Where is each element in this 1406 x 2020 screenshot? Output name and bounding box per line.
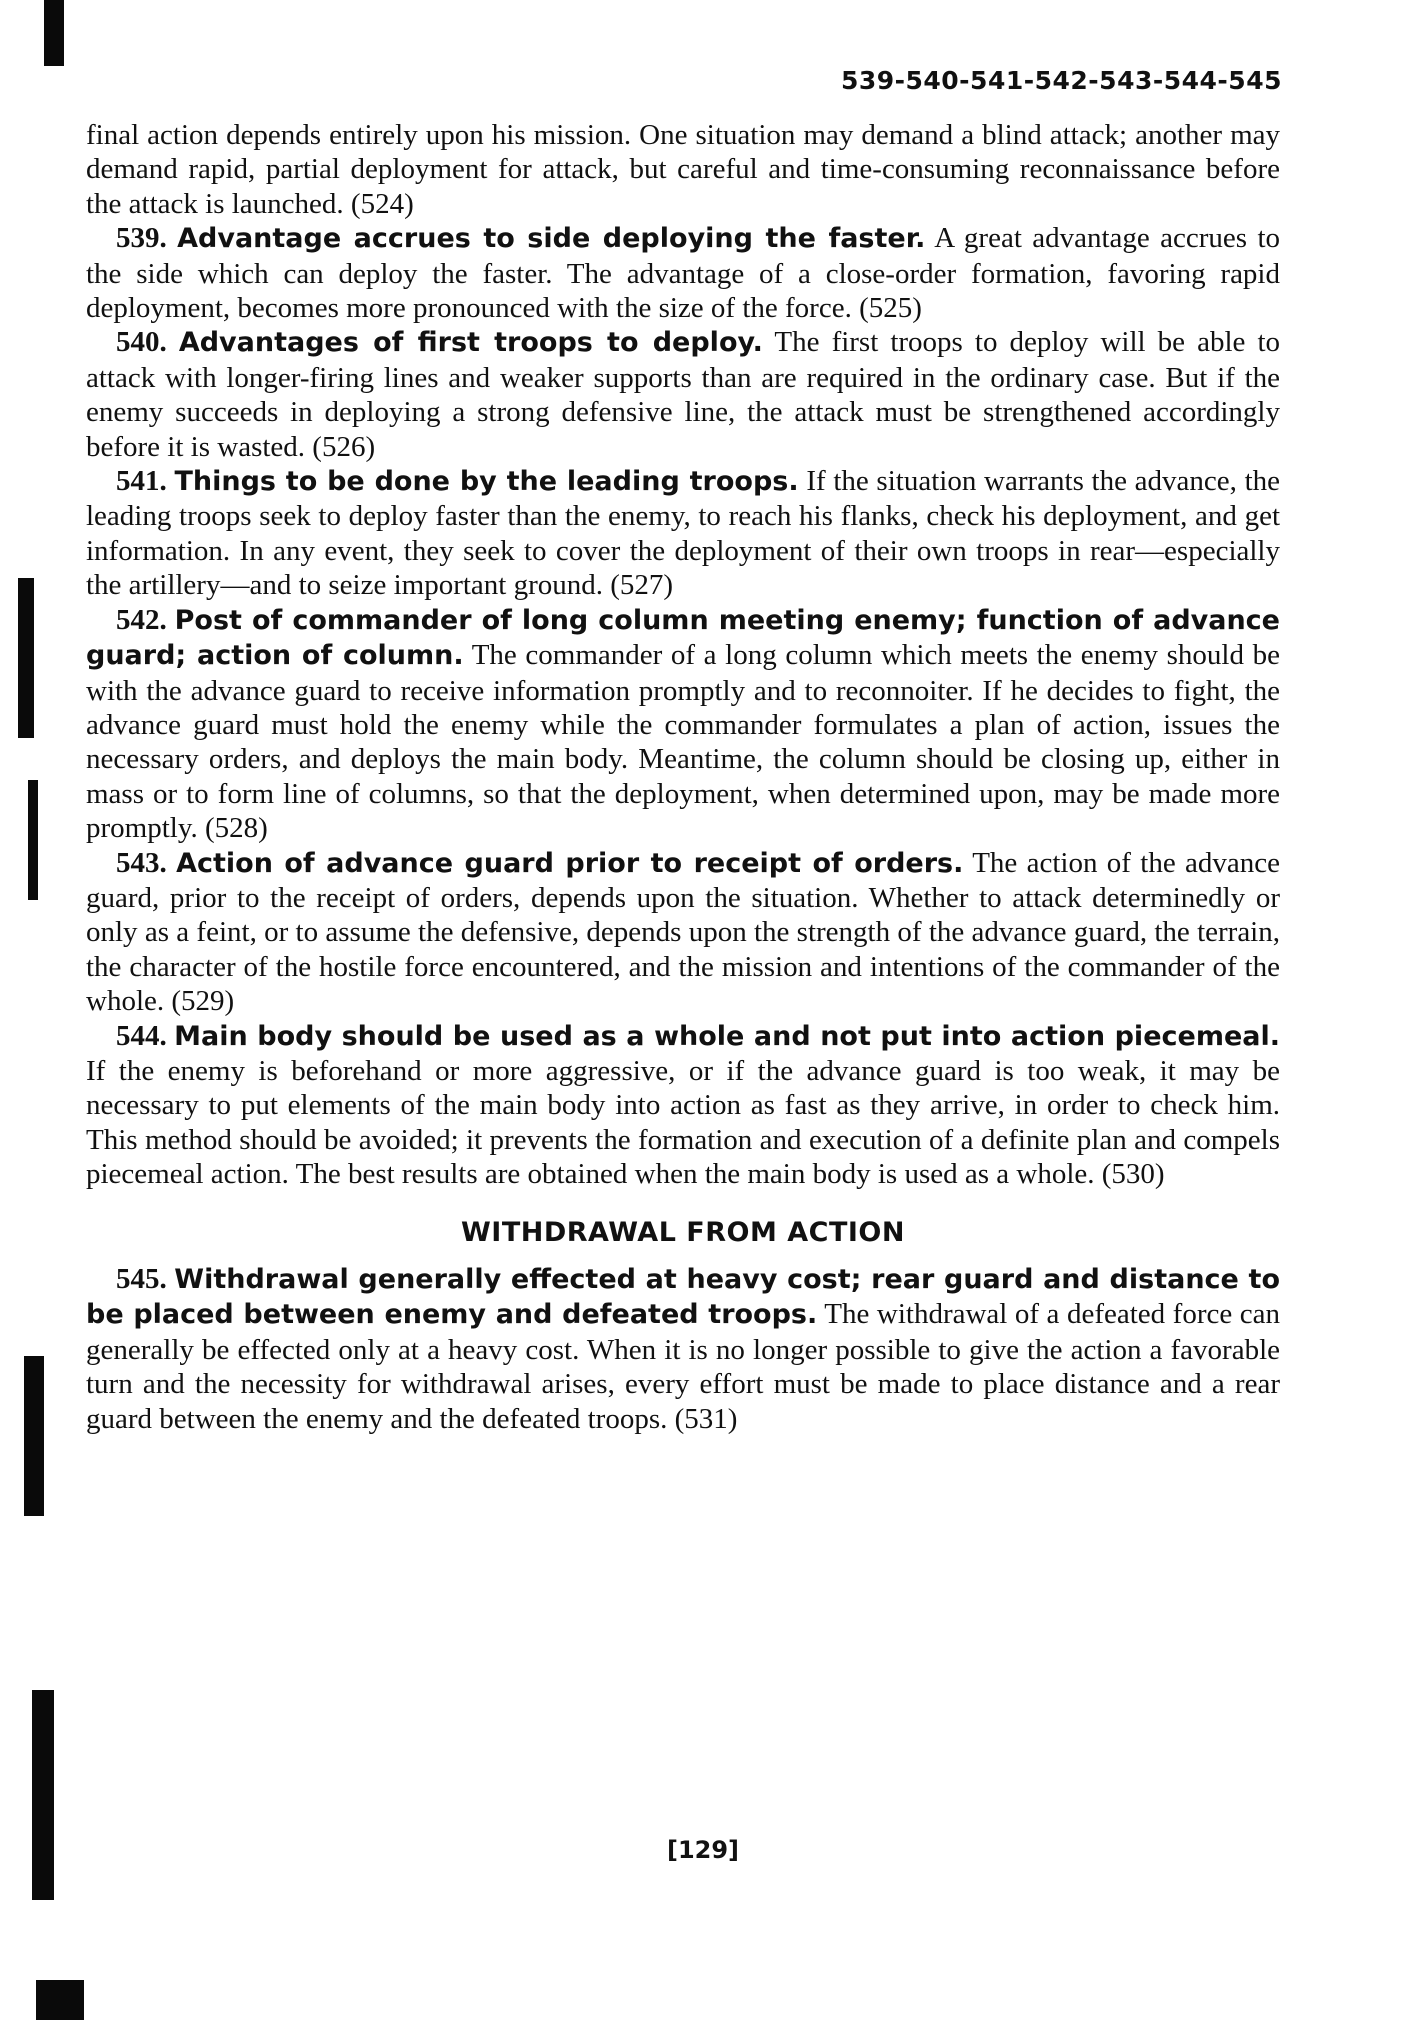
paragraph-545 [86, 1262, 1280, 1436]
paragraph-544 [86, 1019, 1280, 1192]
paragraph-543 [86, 846, 1280, 1019]
page-header-paragraph-range: 539-540-541-542-543-544-545 [840, 66, 1282, 95]
paragraph-heading: Main body should be used as a whole and not put into action piecemeal. [174, 1020, 1280, 1052]
continuation-text: final action depends entirely upon his mission. One situation may demand a blind attack; another may demand rapid, partial deployment for attack, but careful and time-consuming reconnaissance before the attack is launched. (524) [86, 119, 1280, 220]
paragraph-number: 545. [116, 1263, 167, 1295]
paragraph-heading: Action of advance guard prior to receipt of orders. [176, 847, 964, 879]
paragraph-body: If the situation warrants the advance, the leading troops seek to deploy faster than the enemy, to reach his flanks, check his deployment, and get information. In any event, they seek to cover the deployment of their own troops in rear—especially the artillery—and to seize important ground. (527) [86, 465, 1281, 602]
paragraph-541 [86, 464, 1280, 603]
scan-mark-left-1 [18, 578, 34, 738]
paragraph-body: If the enemy is beforehand or more aggressive, or if the advance guard is too weak, it may be necessary to put elements of the main body into action as fast as they arrive, in order to check him. This method should be avoided; it prevents the formation and execution of a definite plan and compels piecemeal action. The best results are obtained when the main body is used as a whole. (530) [86, 1054, 1280, 1191]
scan-mark-left-2 [28, 780, 38, 900]
paragraph-number: 541. [116, 465, 167, 498]
paragraph-539 [86, 221, 1280, 325]
page-number: [129] [666, 1836, 740, 1864]
paragraph-body: The withdrawal of a defeated force can generally be effected only at a heavy cost. When it is no longer possible to give the action a favorable turn and the necessity for withdrawal arises, every effort must be made to place distance and a rear guard between the enemy and the defeated troops. (531) [86, 1298, 1281, 1435]
paragraph-heading: Advantage accrues to side deploying the faster. [177, 223, 926, 255]
scan-mark-left-4 [32, 1690, 54, 1900]
body-text [86, 118, 1280, 1436]
scan-mark-bottom [36, 1980, 84, 2020]
paragraph-heading: Advantages of first troops to deploy. [178, 327, 763, 359]
paragraph-body: The commander of a long column which meets the enemy should be with the advance guard to receive information promptly and to reconnoiter. If he decides to fight, the advance guard must hold the enemy while the commander formulates a plan of action, issues the necessary orders, and deploys the main body. Meantime, the column should be closing up, either in mass or to form line of columns, so that the deployment, when determined upon, may be made more promptly. (528) [86, 639, 1280, 845]
paragraph-542 [86, 603, 1280, 846]
scan-mark-top [44, 0, 64, 66]
section-title: WITHDRAWAL FROM ACTION [461, 1216, 905, 1248]
paragraph-number: 540. [116, 326, 167, 359]
paragraph-body: A great advantage accrues to the side which can deploy the faster. The advantage of a close-order formation, favoring rapid deployment, becomes more pronounced with the size of the force. (525) [86, 222, 1281, 325]
paragraph-body: The action of the advance guard, prior to the receipt of orders, depends upon the situation. Whether to attack determinedly or only as a feint, or to assume the defensive, depends upon the strength of the advance guard, the terrain, the character of the hostile force encountered, and the mission and intentions of the commander of the whole. (529) [86, 846, 1281, 1018]
paragraph-number: 539. [116, 222, 167, 255]
paragraph-number: 543. [116, 846, 167, 879]
paragraph-heading: Things to be done by the leading troops. [174, 466, 799, 498]
paragraph-body: The first troops to deploy will be able to attack with longer-firing lines and weaker supports than are required in the ordinary case. But if the enemy succeeds in deploying a strong defensive line, the attack must be strengthened accordingly before it is wasted. (526) [86, 326, 1281, 463]
paragraph-heading: Withdrawal generally effected at heavy cost; rear guard and distance to be placed between enemy and defeated troops. [86, 1264, 1281, 1331]
paragraph-heading: Post of commander of long column meeting enemy; function of advance guard; action of column. [86, 604, 1280, 672]
paragraph-540 [86, 325, 1280, 464]
paragraph-number: 544. [116, 1019, 167, 1052]
scan-mark-left-3 [24, 1356, 44, 1516]
paragraph-number: 542. [116, 603, 167, 636]
